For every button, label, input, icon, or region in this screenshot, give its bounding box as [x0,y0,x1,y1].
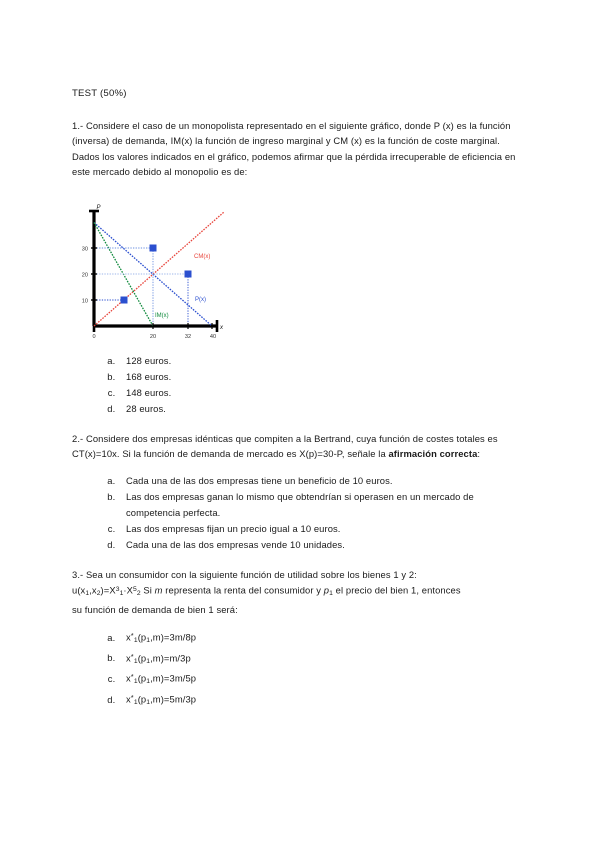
chart-label-im: IM(x) [155,312,169,319]
question-2-bold-phrase: afirmación correcta [388,448,478,460]
chart-xtick-label-40: 40 [209,333,217,340]
question-3 [72,567,530,711]
option-item[interactable] [118,649,530,670]
question-2-text-after-bold: : [477,448,481,460]
option-rhs: 3m/5p [169,673,197,685]
option-star: * [130,672,134,682]
question-3-utility-sub3: 1 [119,590,124,598]
option-sub: 1 [133,657,138,665]
option-args-open: (p [137,652,147,664]
option-item[interactable] [118,690,530,711]
option-star: * [130,651,134,661]
question-3-utility-f: representa la renta del consumidor y [162,584,324,596]
chart-xtick-label-32: 32 [184,333,192,340]
marker-monopoly-point [150,244,157,251]
document-content [72,86,530,711]
question-3-utility-sup1: 3 [115,586,120,594]
question-3-options [72,628,530,711]
question-2-text [72,431,530,462]
option-args-close: ,m)= [150,693,170,705]
question-2-text-before-bold: 2.- Considere dos empresas idénticas que compiten a la Bertrand, cuya función de costes totales es CT(x)=10x. Si la función de demanda de mercado es X(p)=30-P, señale la [72,433,498,460]
option-lhs: x [126,673,131,685]
chart-ytick-label-10: 10 [81,297,88,304]
series-cm [94,212,224,326]
question-1-options [72,353,530,417]
option-rhs: 3m/8p [169,631,197,643]
option-item[interactable]: b. 168 euros. [118,369,530,385]
question-3-utility-b: ,x [89,584,97,596]
option-args-open: (p [137,631,147,643]
option-lhs: x [126,631,131,643]
chart-xtick-label-20: 20 [149,333,157,340]
chart-axes [89,210,218,332]
question-3-utility-sub2: 2 [96,590,101,598]
option-args-sub: 1 [146,637,151,645]
option-item[interactable]: a. 128 euros. [118,353,530,369]
question-3-utility-sub1: 1 [85,590,90,598]
monopoly-chart [76,202,236,342]
question-3-utility-e: Si [140,584,155,596]
option-args-close: ,m)= [150,631,170,643]
question-3-utility-d: ·X [123,584,133,596]
option-args-open: (p [137,673,147,685]
question-3-utility-sub4: 2 [136,590,141,598]
chart-xlabel: x [220,324,223,331]
question-3-line-1: 3.- Sea un consumidor con la siguiente función de utilidad sobre los bienes 1 y 2: [72,568,417,580]
question-3-utility-a: u(x [72,584,86,596]
marker-im-cm-point [121,296,128,303]
page-title: TEST (50%) [72,88,127,99]
option-item[interactable]: b. Las dos empresas ganan lo mismo que obtendrían si operasen en un mercado de competencia perfecta. [118,489,530,520]
option-args-close: ,m)= [150,673,170,685]
option-sub: 1 [133,678,138,686]
question-3-utility-sup2: 5 [133,586,137,594]
chart-xtick-label-0: 0 [92,333,96,340]
option-star: * [130,631,134,641]
option-args-open: (p [137,693,147,705]
option-args-sub: 1 [146,699,151,707]
question-2 [72,431,530,552]
option-rhs: m/3p [169,652,191,664]
option-sub: 1 [133,637,138,645]
option-item[interactable] [118,669,530,690]
option-sub: 1 [133,699,138,707]
option-lhs: x [126,693,131,705]
question-1 [72,118,530,417]
question-1-text: 1.- Considere el caso de un monopolista representado en el siguiente gráfico, donde P (x) es la función (inversa) de demanda, IM(x) la función de ingreso marginal y CM (x) es la función de coste marginal. Dados los valores indicados en el gráfico, podemos afirmar que la pérdida irrecuperable de eficiencia en este mercado debido al monopolio es de: [72,120,516,178]
question-3-line-3: su función de demanda de bien 1 será: [72,603,238,615]
chart-label-cm: CM(x) [194,253,211,260]
option-item[interactable]: a. Cada una de las dos empresas tiene un beneficio de 10 euros. [118,473,530,489]
option-item[interactable]: c. 148 euros. [118,385,530,401]
marker-competitive-point [185,270,192,277]
chart-ytick-label-20: 20 [81,271,88,278]
option-args-sub: 1 [146,657,151,665]
question-3-var-p: p [323,584,330,596]
question-3-text [72,567,530,617]
question-3-utility-g: el precio del bien 1, entonces [332,584,461,596]
option-lhs: x [126,652,131,664]
option-rhs: 5m/3p [169,693,197,705]
chart-label-px: P(x) [195,296,206,303]
option-star: * [130,693,134,703]
question-2-options [72,473,530,552]
chart-ylabel: P [96,204,101,211]
option-item[interactable] [118,628,530,649]
option-item[interactable]: d. 28 euros. [118,401,530,417]
question-3-var-m: m [154,584,163,596]
option-item[interactable]: c. Las dos empresas fijan un precio igual a 10 euros. [118,521,530,537]
option-args-sub: 1 [146,678,151,686]
question-3-var-p-sub: 1 [329,590,333,598]
option-args-close: ,m)= [150,652,170,664]
chart-ytick-label-30: 30 [81,245,88,252]
question-3-utility-c: )=X [100,584,116,596]
option-item[interactable]: d. Cada una de las dos empresas vende 10 unidades. [118,537,530,553]
